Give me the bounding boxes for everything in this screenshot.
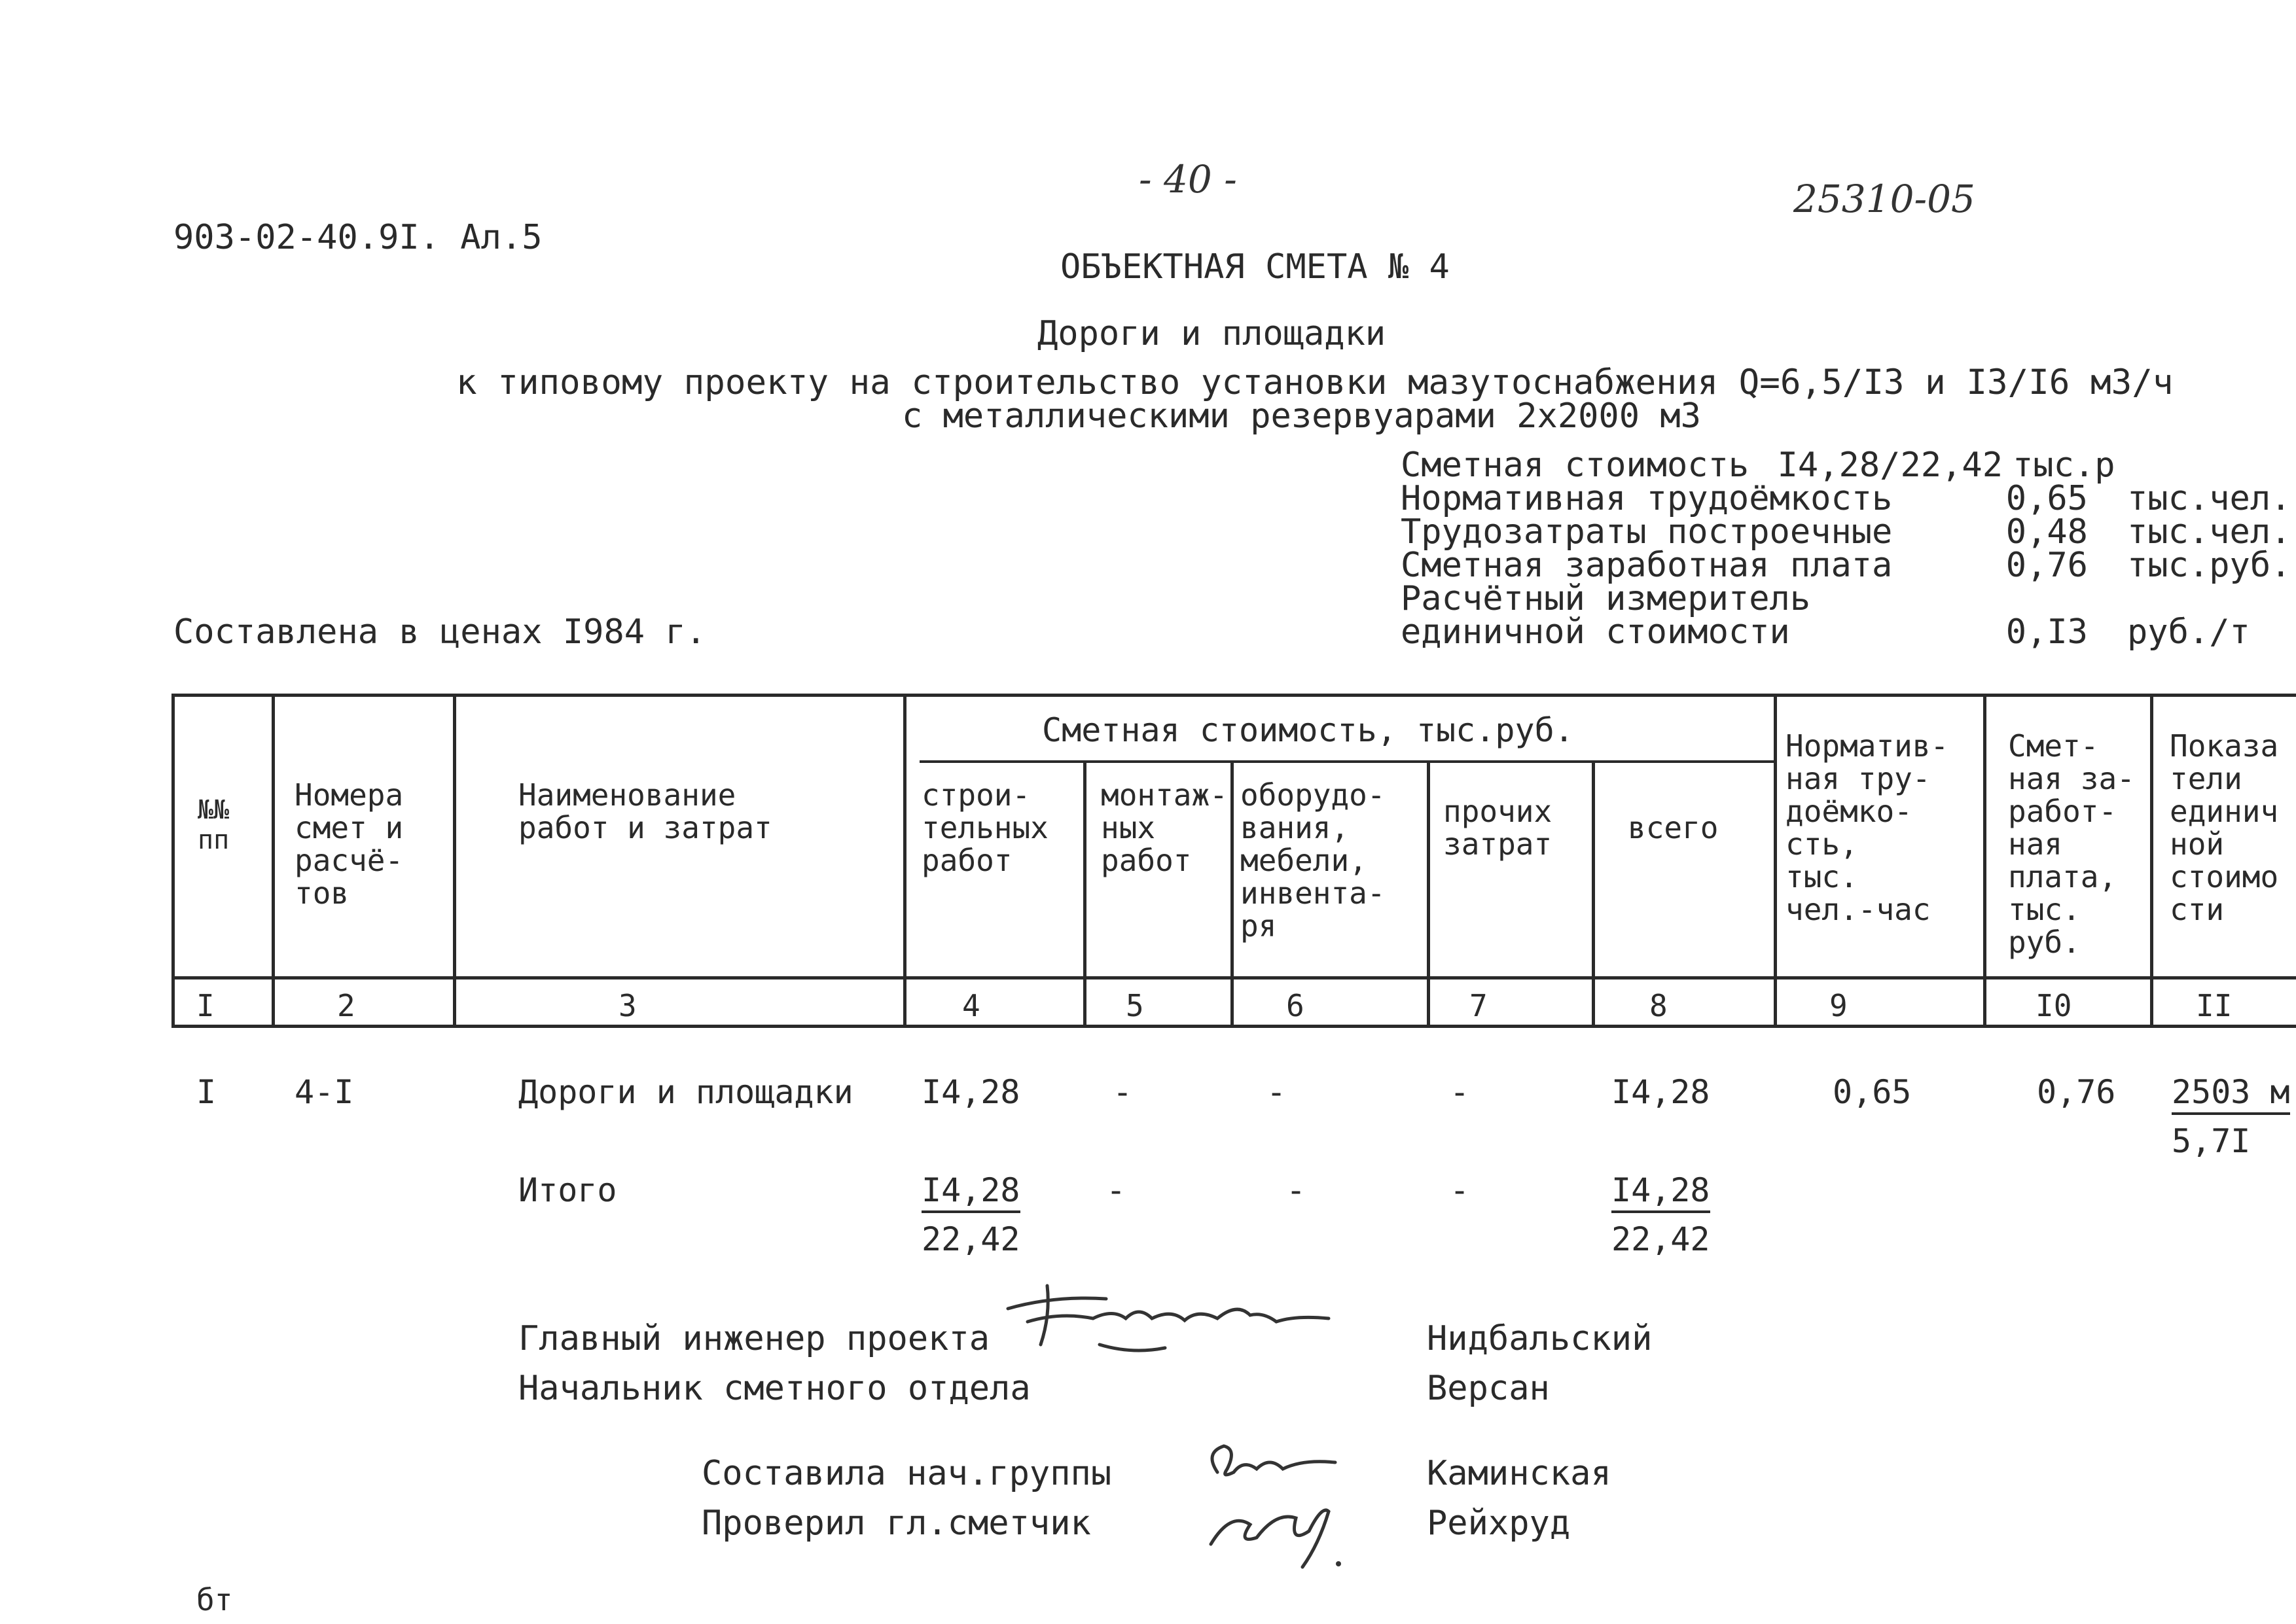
row-number: I [196,1073,217,1111]
summary-unit: тыс.р [2013,446,2115,485]
footer-mark: бт [196,1582,233,1617]
column-number: 3 [619,988,637,1023]
column-divider [1083,762,1086,1028]
column-divider [453,694,456,1028]
summary-label: Сметная заработная плата [1401,546,1893,585]
row-construction-cost: I4,28 [922,1073,1020,1111]
summary-label: Нормативная трудоёмкость [1401,479,1893,518]
group-header-cost: Сметная стоимость, тыс.руб. [1042,711,1574,749]
column-number: 5 [1126,988,1144,1023]
column-header-mounting: монтаж- ных работ [1101,777,1228,878]
row-unit-cost-top: 2503 м [2172,1074,2290,1110]
prices-note: Составлена в ценах I984 г. [173,612,706,652]
summary-value: I4,28/22,42 [1777,446,2003,485]
summary-unit: тыс.руб. [2127,546,2291,585]
row-unit-cost-bottom: 5,7I [2172,1122,2251,1160]
summary-value: 0,76 [2005,546,2088,585]
signature-name: Нидбальский [1427,1319,1653,1358]
column-number: 6 [1286,988,1304,1023]
column-number: 9 [1829,988,1848,1023]
signature-name: Версан [1427,1369,1550,1408]
summary-label: Сметная стоимость [1401,446,1749,485]
header-bottom-border [171,976,2296,980]
page-number: - 40 - [1139,157,1237,202]
signature-name: Каминская [1427,1454,1611,1493]
total-label: Итого [518,1171,617,1209]
summary-label: Расчётный измеритель [1401,579,1811,618]
column-numbers-bottom-border [171,1025,2296,1028]
row-total-cost: I4,28 [1611,1073,1710,1111]
total-sum-bottom: 22,42 [1611,1220,1710,1258]
column-divider [1427,762,1430,1028]
column-number: 7 [1469,988,1488,1023]
column-header-salary: Смет- ная за- работ- ная плата, тыс. руб. [2008,728,2135,960]
column-header-construction: строи- тельных работ [922,777,1049,878]
signature-name: Рейхруд [1427,1504,1571,1543]
signature-role: Начальник сметного отдела [518,1369,1031,1408]
column-divider [1983,694,1986,1028]
group-header-divider [920,760,1777,763]
archive-number: 25310-05 [1793,177,1975,221]
document-subtitle: Дороги и площадки [1037,314,1386,353]
row-labor: 0,65 [1833,1073,1912,1111]
row-other-cost: - [1450,1073,1470,1111]
signature-role: Главный инженер проекта [518,1319,990,1358]
total-equipment: - [1286,1171,1306,1209]
column-divider [1774,694,1777,1028]
summary-value: 0,65 [2005,479,2088,518]
column-header-other: прочих затрат [1443,794,1552,862]
column-header-labor: Норматив- ная тру- доёмко- сть, тыс. чел.-час [1785,728,1949,927]
column-number: I [196,989,215,1022]
summary-unit: тыс.чел. [2127,479,2291,518]
column-header-name: Наименование работ и затрат [518,777,772,845]
signature-role: Составила нач.группы [702,1454,1112,1493]
row-mounting-cost: - [1113,1073,1133,1111]
project-description-line1: к типовому проекту на строительство установки мазутоснабжения Q=6,5/I3 и I3/I6 м3/ч [456,362,2174,402]
doc-code: 903-02-40.9I. Ал.5 [173,218,543,257]
summary-value: 0,I3 [2005,612,2088,652]
column-header-estimate-codes: Номера смет и расчё- тов [295,777,404,911]
total-sum-top: I4,28 [1611,1173,1710,1208]
column-number: I0 [2036,989,2072,1022]
total-other: - [1450,1171,1470,1209]
total-construction-bottom: 22,42 [922,1220,1020,1258]
column-header-unit-indicators: Показа тели единич ной стоимо сти [2170,728,2279,927]
column-number: II [2196,989,2232,1022]
table-top-border [171,694,2296,697]
total-construction-top: I4,28 [922,1173,1020,1208]
document-title: ОБЪЕКТНАЯ СМЕТА № 4 [1060,247,1450,287]
row-work-name: Дороги и площадки [518,1073,853,1111]
row-estimate-code: 4-I [295,1073,354,1111]
row-equipment-cost: - [1266,1073,1287,1111]
summary-label: Трудозатраты построечные [1401,512,1893,552]
column-divider [2150,694,2153,1028]
handwritten-signature [1198,1433,1368,1577]
column-number: 4 [962,988,980,1023]
column-divider [903,694,906,1028]
row-salary: 0,76 [2037,1073,2116,1111]
column-divider [1230,762,1234,1028]
total-mounting: - [1106,1171,1126,1209]
summary-unit: руб./т [2127,612,2250,652]
signature-role: Проверил гл.сметчик [702,1504,1091,1543]
project-description-line2: с металлическими резервуарами 2х2000 м3 [902,397,1701,436]
column-number: 2 [337,989,355,1022]
summary-unit: тыс.чел. [2127,512,2291,552]
column-divider [1592,762,1595,1028]
summary-value: 0,48 [2005,512,2088,552]
table-left-border [171,694,175,1028]
column-header-number: №№ пп [198,795,230,855]
summary-label: единичной стоимости [1401,612,1790,652]
column-divider [272,694,275,1028]
column-number: 8 [1649,988,1668,1023]
column-header-total: всего [1628,810,1719,845]
handwritten-signature [1001,1282,1342,1374]
column-header-equipment: оборудо- вания, мебели, инвента- ря [1240,777,1386,944]
